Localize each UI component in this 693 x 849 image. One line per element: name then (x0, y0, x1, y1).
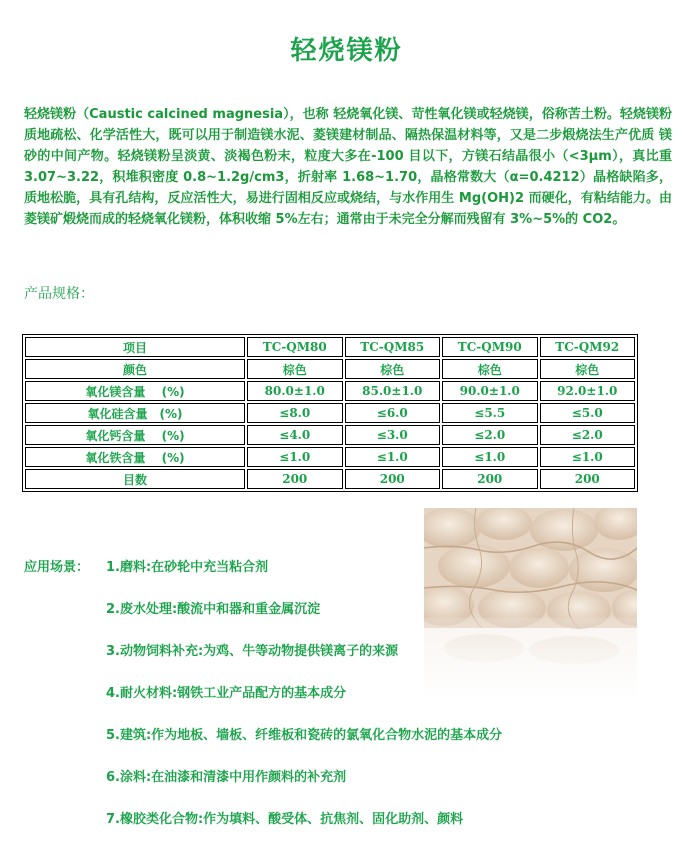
row-label: 氧化钙含量 (%) (25, 425, 245, 445)
header-cell-qm92: TC-QM92 (540, 337, 636, 357)
table-cell: ≤5.5 (442, 403, 538, 423)
intro-paragraph: 轻烧镁粉（Caustic calcined magnesia），也称 轻烧氧化镁、苛性氧化镁或轻烧镁，俗称苦土粉。轻烧镁粉质地疏松、化学活性大，既可以用于制造镁水泥、菱镁建材制品、隔热保温材料等，又是二步煅烧法生产优质 镁砂的中间产物。轻烧镁粉呈淡黄、淡褐色粉末，粒度大多在-100 目以下，方镁石结晶很小（<3μm），真比重 3.07~3.22，积堆积密度 0.8~1.2g/cm3，折射率 1.68~1.70，晶格常数大（α=0.4212）晶格缺陷多，质地松脆，具有孔结构，反应活性大，易进行固相反应或烧结，与水作用生 Mg(OH)2 而硬化，有粘结能力。由菱镁矿煅烧而成的轻烧氧化镁粉，体积收缩 5%左右；通常由于未完全分解而残留有 3%~5%的 CO2。 (24, 107, 672, 227)
table-cell: ≤2.0 (540, 425, 636, 445)
table-cell: 棕色 (247, 359, 343, 379)
header-cell-qm85: TC-QM85 (345, 337, 441, 357)
table-cell: ≤1.0 (442, 447, 538, 467)
application-item: 2.废水处理:酸流中和器和重金属沉淀 (106, 602, 321, 617)
table-cell: ≤4.0 (247, 425, 343, 445)
table-cell: 棕色 (345, 359, 441, 379)
row-label: 氧化铁含量 (%) (25, 447, 245, 467)
page-title: 轻烧镁粉 (290, 36, 403, 66)
application-item: 5.建筑:作为地板、墙板、纤维板和瓷砖的氯氧化合物水泥的基本成分 (106, 728, 503, 743)
header-cell-qm80: TC-QM80 (247, 337, 343, 357)
table-row (25, 403, 635, 423)
spec-heading: 产品规格： (24, 286, 94, 302)
table-row (25, 359, 635, 379)
row-label: 颜色 (25, 359, 245, 379)
table-cell: 200 (442, 469, 538, 489)
table-cell: 90.0±1.0 (442, 381, 538, 401)
table-cell: ≤1.0 (247, 447, 343, 467)
row-label: 氧化硅含量 (%) (25, 403, 245, 423)
application-item: 6.涂料:在油漆和清漆中用作颜料的补充剂 (106, 770, 347, 785)
row-label: 氧化镁含量 (%) (25, 381, 245, 401)
table-cell: 85.0±1.0 (345, 381, 441, 401)
table-cell: ≤1.0 (345, 447, 441, 467)
table-cell: 200 (540, 469, 636, 489)
table-row (25, 381, 635, 401)
header-cell-item: 项目 (25, 337, 245, 357)
powder-photo (424, 508, 637, 698)
table-cell: 200 (345, 469, 441, 489)
application-item: 4.耐火材料:钢铁工业产品配方的基本成分 (106, 686, 347, 701)
application-item: 1.磨料:在砂轮中充当粘合剂 (106, 560, 269, 575)
table-cell: 棕色 (442, 359, 538, 379)
table-cell: ≤1.0 (540, 447, 636, 467)
table-cell: ≤5.0 (540, 403, 636, 423)
header-cell-qm90: TC-QM90 (442, 337, 538, 357)
table-cell: ≤2.0 (442, 425, 538, 445)
application-item: 7.橡胶类化合物:作为填料、酸受体、抗焦剂、固化助剂、颜料 (106, 812, 464, 827)
table-cell: 80.0±1.0 (247, 381, 343, 401)
row-label: 目数 (25, 469, 245, 489)
table-row (25, 469, 635, 489)
table-cell: 棕色 (540, 359, 636, 379)
table-row (25, 447, 635, 467)
table-cell: ≤3.0 (345, 425, 441, 445)
powder-photo-illustration (424, 508, 637, 698)
table-cell: 92.0±1.0 (540, 381, 636, 401)
table-cell: ≤6.0 (345, 403, 441, 423)
applications-label: 应用场景： (24, 560, 90, 575)
application-item: 3.动物饲料补充:为鸡、牛等动物提供镁离子的来源 (106, 644, 399, 659)
table-row (25, 425, 635, 445)
table-cell: 200 (247, 469, 343, 489)
table-cell: ≤8.0 (247, 403, 343, 423)
table-header-row (25, 337, 635, 357)
spec-table (22, 334, 638, 492)
